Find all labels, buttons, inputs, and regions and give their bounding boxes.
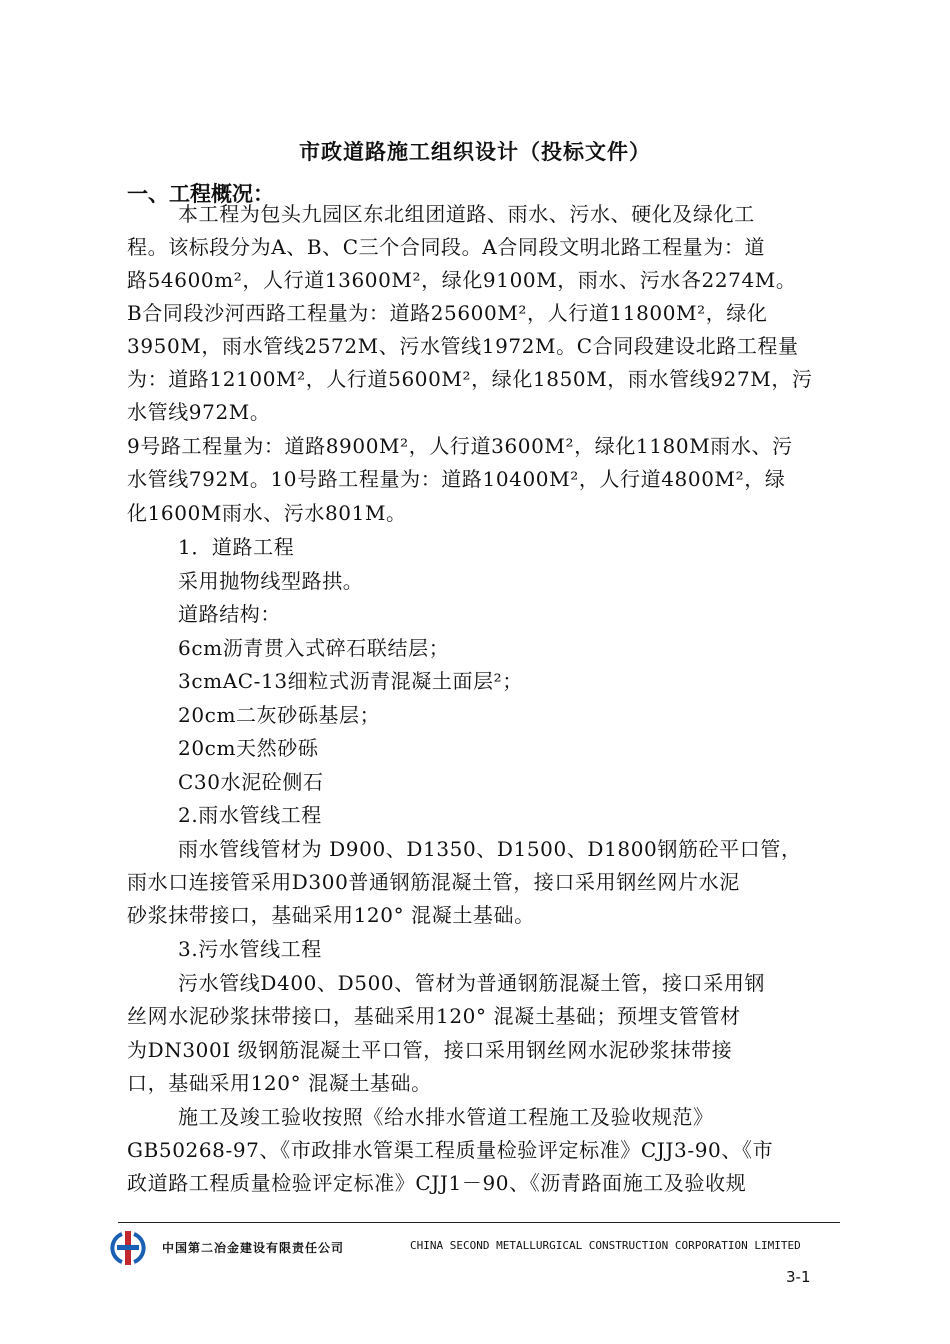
body-line: 雨水管线管材为 D900、D1350、D1500、D1800钢筋砼平口管， [178, 837, 802, 861]
company-name-cn: 中国第二冶金建设有限责任公司 [162, 1241, 345, 1255]
body-line: 施工及竣工验收按照《给水排水管道工程施工及验收规范》 [178, 1105, 714, 1129]
page-number: 3-1 [786, 1268, 811, 1286]
body-line: B合同段沙河西路工程量为：道路25600M²，人行道11800M²，绿化 [127, 301, 768, 325]
company-name-en: CHINA SECOND METALLURGICAL CONSTRUCTION CORPORATION LIMITED [410, 1239, 801, 1252]
body-line: 砂浆抹带接口，基础采用120° 混凝土基础。 [127, 903, 535, 927]
body-line: 3950M，雨水管线2572M、污水管线1972M。C合同段建设北路工程量 [127, 334, 799, 358]
body-line: 为：道路12100M²，人行道5600M²，绿化1850M，雨水管线927M，污 [127, 367, 813, 391]
subheading: 1．道路工程 [178, 535, 295, 559]
subheading: 2.雨水管线工程 [178, 803, 322, 827]
body-line: 水管线792M。10号路工程量为：道路10400M²，人行道4800M²，绿 [127, 467, 786, 491]
footer-rule [118, 1222, 840, 1223]
body-line: C30水泥砼侧石 [178, 770, 324, 794]
body-line: 路54600m²，人行道13600M²，绿化9100M，雨水、污水各2274M。 [127, 268, 797, 292]
subheading: 3.污水管线工程 [178, 937, 322, 961]
company-logo-icon [108, 1228, 148, 1268]
body-line: 20cm天然砂砾 [178, 736, 319, 760]
body-line: 政道路工程质量检验评定标准》CJJ1－90、《沥青路面施工及验收规 [127, 1171, 747, 1195]
body-line: 水管线972M。 [127, 400, 271, 424]
body-line: 程。该标段分为A、B、C三个合同段。A合同段文明北路工程量为：道 [127, 235, 766, 259]
document-title: 市政道路施工组织设计（投标文件） [299, 140, 651, 164]
body-line: 丝网水泥砂浆抹带接口，基础采用120° 混凝土基础；预埋支管管材 [127, 1004, 741, 1028]
body-line: 3cmAC-13细粒式沥青混凝土面层²； [178, 669, 523, 693]
body-line: 20cm二灰砂砾基层； [178, 703, 381, 727]
body-line: 雨水口连接管采用D300普通钢筋混凝土管，接口采用钢丝网片水泥 [127, 870, 740, 894]
body-line: GB50268-97、《市政排水管渠工程质量检验评定标准》CJJ3-90、《市 [127, 1138, 774, 1162]
body-line: 道路结构： [178, 602, 281, 626]
body-line: 本工程为包头九园区东北组团道路、雨水、污水、硬化及绿化工 [178, 202, 755, 226]
body-line: 采用抛物线型路拱。 [178, 569, 364, 593]
body-line: 9号路工程量为：道路8900M²，人行道3600M²，绿化1180M雨水、污 [127, 434, 793, 458]
body-line: 污水管线D400、D500、管材为普通钢筋混凝土管，接口采用钢 [178, 971, 766, 995]
body-line: 化1600M雨水、污水801M。 [127, 501, 407, 525]
body-line: 6cm沥青贯入式碎石联结层； [178, 636, 450, 660]
body-line: 为DN300Ⅰ 级钢筋混凝土平口管，接口采用钢丝网水泥砂浆抹带接 [127, 1038, 733, 1062]
body-line: 口，基础采用120° 混凝土基础。 [127, 1071, 432, 1095]
section-heading: 一、工程概况： [127, 182, 274, 206]
